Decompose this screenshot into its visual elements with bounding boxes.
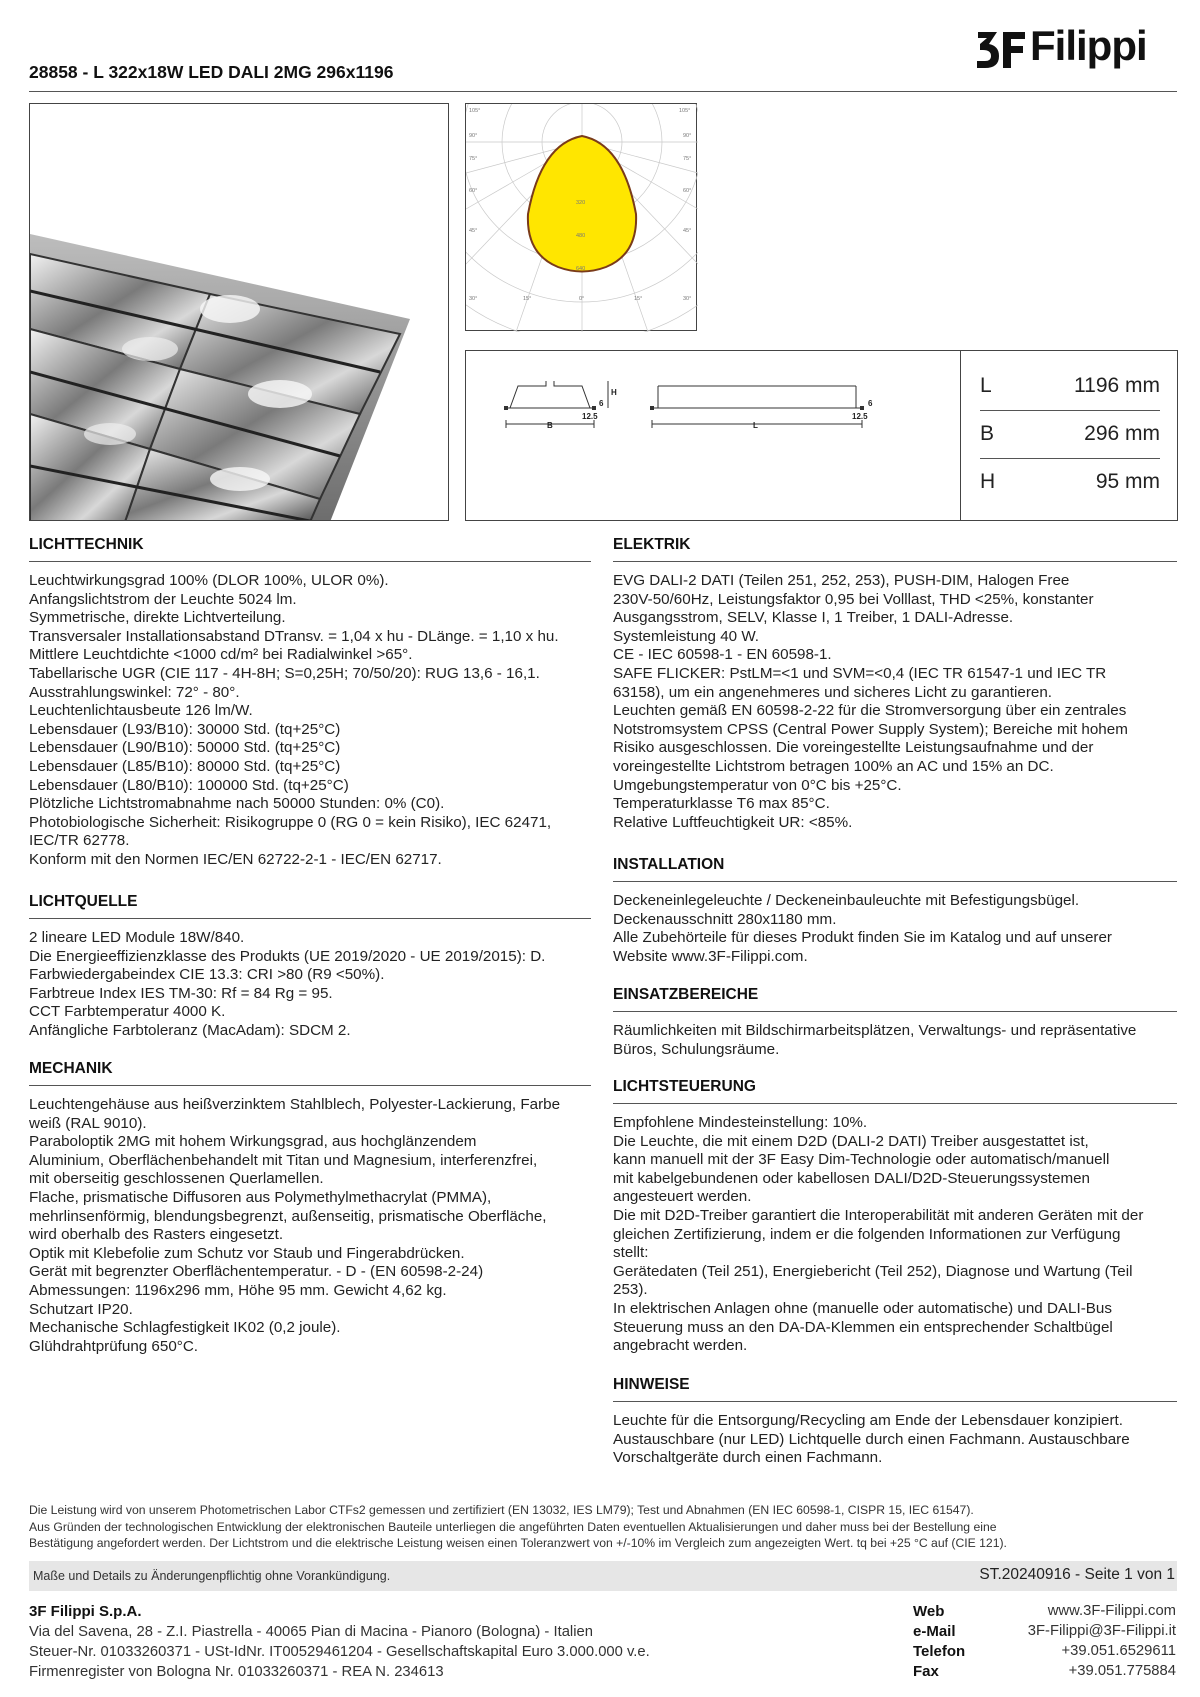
text-line: Optik mit Klebefolie zum Schutz vor Staub und Fingerabdrücken. — [29, 1244, 465, 1262]
text-line: CCT Farbtemperatur 4000 K. — [29, 1003, 226, 1021]
text-line: mit kabelgebundenen oder kabellosen DALI/D2D-Steuerungssystemen — [613, 1169, 1091, 1187]
contact-fax: +39.051.775884 — [1068, 1663, 1176, 1679]
text-line: SAFE FLICKER: PstLM=<1 und SVM=<0,4 (IEC TR 61547-1 und IEC TR — [613, 664, 1107, 682]
section-divider — [613, 561, 1177, 562]
text-line: Büros, Schulungsräume. — [613, 1040, 780, 1058]
text-line: Gerätedaten (Teil 251), Energiebericht (Teil 252), Diagnose und Wartung (Teil — [613, 1262, 1133, 1280]
section-title-lichttechnik: LICHTTECHNIK — [29, 536, 144, 553]
polar-angle-right-3: 60° — [683, 188, 692, 194]
dim-label-h: H — [611, 388, 617, 397]
text-line: Lebensdauer (L80/B10): 100000 Std. (tq+25°C) — [29, 776, 349, 794]
dimension-row-divider — [980, 410, 1160, 411]
section-divider — [29, 561, 591, 562]
polar-angle-left-4: 45° — [469, 228, 478, 234]
polar-angle-right-0: 105° — [679, 108, 691, 114]
dimension-row-length — [980, 374, 1160, 404]
dimension-row-divider — [980, 458, 1160, 459]
company-name: 3F Filippi S.p.A. — [29, 1603, 142, 1620]
dimension-value: 95 mm — [1095, 470, 1160, 493]
polar-angle-right-2: 75° — [683, 156, 692, 162]
section-body-mechanik — [29, 1096, 591, 1356]
text-line: Austauschbare (nur LED) Lichtquelle durch einen Fachmann. Austauschbare — [613, 1430, 1130, 1448]
disclaimer-text — [29, 1502, 1179, 1552]
polar-angle-left-1: 90° — [469, 133, 478, 139]
polar-angle-right-4: 45° — [683, 228, 692, 234]
text-line: IEC/TR 62778. — [29, 832, 130, 850]
text-line: Die Leuchte, die mit einem D2D (DALI-2 DATI) Treiber ausgestattet ist, — [613, 1132, 1089, 1150]
luminaire-illustration — [30, 104, 449, 521]
section-body-installation — [613, 892, 1177, 966]
text-line: Schutzart IP20. — [29, 1300, 133, 1318]
polar-angle-left-3: 60° — [469, 188, 478, 194]
dimension-key: H — [980, 470, 996, 493]
section-body-hinweise — [613, 1412, 1177, 1468]
text-line: Glühdrahtprüfung 650°C. — [29, 1337, 199, 1355]
section-title-lichtsteuerung: LICHTSTEUERUNG — [613, 1078, 756, 1095]
text-line: angesteuert werden. — [613, 1188, 752, 1206]
dim-label-small-d: 12.5 — [852, 412, 868, 421]
dimension-value: 1196 mm — [1074, 374, 1160, 397]
section-divider — [613, 1401, 1177, 1402]
text-line: Leuchtengehäuse aus heißverzinktem Stahlblech, Polyester-Lackierung, Farbe — [29, 1096, 561, 1113]
text-line: Bestätigung angefordert werden. Der Lichtstrom und die elektrische Leistung weisen einen Toleranzwert von +/-10% im Vergleich zum angezeigten Wert. tq bei +25 °C auf (CIE 121). — [29, 1536, 1007, 1550]
polar-angle-left-0: 105° — [469, 108, 481, 114]
dimension-divider — [960, 350, 961, 521]
text-line: kann manuell mit der 3F Easy Dim-Technologie oder automatisch/manuell — [613, 1151, 1110, 1169]
text-line: Farbwiedergabeindex CIE 13.3: CRI >80 (R9 <50%). — [29, 966, 385, 984]
company-address: Via del Savena, 28 - Z.I. Piastrella - 40065 Pian di Macina - Pianoro (Bologna) - Italien — [29, 1624, 593, 1640]
dimension-value: 296 mm — [1084, 422, 1160, 445]
page-info: ST.20240916 - Seite 1 von 1 — [979, 1566, 1175, 1583]
text-line: Temperaturklasse T6 max 85°C. — [613, 795, 830, 813]
section-divider — [613, 1011, 1177, 1012]
text-line: 253). — [613, 1281, 648, 1299]
text-line: EVG DALI-2 DATI (Teilen 251, 252, 253), PUSH-DIM, Halogen Free — [613, 572, 1070, 589]
section-title-mechanik: MECHANIK — [29, 1060, 113, 1077]
text-line: voreingestellte Lichtstrom betragen 100% an AC und 15% an DC. — [613, 757, 1054, 775]
section-divider — [29, 918, 591, 919]
title-divider — [29, 91, 1177, 92]
polar-angle-left-5: 30° — [469, 296, 478, 302]
section-body-elektrik — [613, 572, 1177, 832]
text-line: Deckeneinlegeleuchte / Deckeneinbauleuchte mit Befestigungsbügel. — [613, 892, 1080, 909]
page-title: 28858 - L 322x18W LED DALI 2MG 296x1196 — [29, 62, 394, 82]
dim-label-small-a: 6 — [599, 399, 604, 408]
section-body-lichtquelle — [29, 929, 591, 1041]
text-line: CE - IEC 60598-1 - EN 60598-1. — [613, 646, 832, 664]
polar-angle-bottom-2: 15° — [634, 296, 643, 302]
text-line: Mechanische Schlagfestigkeit IK02 (0,2 joule). — [29, 1319, 341, 1337]
contact-label-web: Web — [913, 1603, 945, 1620]
text-line: Leuchte für die Entsorgung/Recycling am Ende der Lebensdauer konzipiert. — [613, 1412, 1123, 1429]
dimension-key: L — [980, 374, 992, 397]
polar-angle-bottom-1: 0° — [579, 296, 585, 302]
polar-angle-bottom-0: 15° — [523, 296, 532, 302]
contact-email-link[interactable]: 3F-Filippi@3F-Filippi.it — [1027, 1623, 1176, 1639]
polar-angle-left-2: 75° — [469, 156, 478, 162]
text-line: mehrlinsenförmig, blendungsbegrenzt, außenseitig, prismatische Oberfläche, — [29, 1207, 547, 1225]
text-line: 230V-50/60Hz, Leistungsfaktor 0,95 bei Volllast, THD <25%, konstanter — [613, 590, 1094, 608]
text-line: Empfohlene Mindesteinstellung: 10%. — [613, 1114, 868, 1131]
text-line: 63158), um ein angenehmeres und sicheres Licht zu garantieren. — [613, 683, 1053, 701]
text-line: Symmetrische, direkte Lichtverteilung. — [29, 609, 286, 627]
dimension-drawing — [466, 351, 961, 522]
text-line: Notstromsystem CPSS (Central Power Supply System); Bereiche mit hohem — [613, 720, 1128, 738]
section-title-elektrik: ELEKTRIK — [613, 536, 691, 553]
text-line: Aluminium, Oberflächenbehandelt mit Titan und Magnesium, interferenzfrei, — [29, 1151, 538, 1169]
text-line: Umgebungstemperatur von 0°C bis +25°C. — [613, 776, 902, 794]
text-line: weiß (RAL 9010). — [29, 1114, 147, 1132]
text-line: Lebensdauer (L90/B10): 50000 Std. (tq+25°C) — [29, 739, 341, 757]
dimension-row-height — [980, 470, 1160, 500]
text-line: Deckenausschnitt 280x1180 mm. — [613, 910, 837, 928]
dim-label-b: B — [547, 421, 553, 430]
text-line: Flache, prismatische Diffusoren aus Polymethylmethacrylat (PMMA), — [29, 1188, 492, 1206]
text-line: Lebensdauer (L85/B10): 80000 Std. (tq+25°C) — [29, 757, 341, 775]
contact-web-link[interactable]: www.3F-Filippi.com — [1047, 1603, 1176, 1619]
text-line: Transversaler Installationsabstand DTransv. = 1,04 x hu - DLänge. = 1,10 x hu. — [29, 627, 559, 645]
contact-label-email: e-Mail — [913, 1623, 956, 1640]
text-line: Die mit D2D-Treiber garantiert die Interoperabilität mit anderen Geräten mit der — [613, 1206, 1144, 1224]
text-line: Leuchten gemäß EN 60598-2-22 für die Stromversorgung über ein zentrales — [613, 702, 1127, 720]
section-divider — [613, 1103, 1177, 1104]
text-line: Anfängliche Farbtoleranz (MacAdam): SDCM 2. — [29, 1021, 351, 1039]
brand-logo-mark — [975, 26, 1027, 70]
text-line: Lebensdauer (L93/B10): 30000 Std. (tq+25°C) — [29, 720, 341, 738]
polar-value-0: 320 — [576, 200, 586, 206]
text-line: Risiko ausgeschlossen. Die voreingestellte Leistungsaufnahme und der — [613, 739, 1094, 757]
text-line: Tabellarische UGR (CIE 117 - 4H-8H; S=0,25H; 70/50/20): RUG 13,6 - 16,1. — [29, 664, 540, 682]
section-title-hinweise: HINWEISE — [613, 1376, 690, 1393]
text-line: Mittlere Leuchtdichte <1000 cd/m² bei Radialwinkel >65°. — [29, 646, 413, 664]
brand-logo-text: Filippi — [1030, 22, 1147, 69]
text-line: Leuchtwirkungsgrad 100% (DLOR 100%, ULOR 0%). — [29, 572, 389, 589]
section-title-installation: INSTALLATION — [613, 856, 725, 873]
dim-label-small-b: 12.5 — [582, 412, 598, 421]
text-line: Gerät mit begrenzter Oberflächentemperatur. - D - (EN 60598-2-24) — [29, 1263, 484, 1281]
section-divider — [613, 881, 1177, 882]
text-line: Relative Luftfeuchtigkeit UR: <85%. — [613, 813, 853, 831]
dim-label-small-c: 6 — [868, 399, 873, 408]
text-line: angebracht werden. — [613, 1337, 748, 1355]
text-line: Plötzliche Lichtstromabnahme nach 50000 Stunden: 0% (C0). — [29, 795, 445, 813]
section-body-lichtsteuerung — [613, 1114, 1177, 1356]
text-line: Leuchtenlichtausbeute 126 lm/W. — [29, 702, 253, 720]
text-line: Farbtreue Index IES TM-30: Rf = 84 Rg = 95. — [29, 984, 333, 1002]
company-tax-info: Steuer-Nr. 01033260371 - USt-IdNr. IT00529461204 - Gesellschaftskapital Euro 3.000.000 v.e. — [29, 1644, 650, 1660]
change-notice: Maße und Details zu Änderungenpflichtig ohne Vorankündigung. — [33, 1569, 391, 1583]
section-body-einsatzbereiche — [613, 1022, 1177, 1059]
contact-label-phone: Telefon — [913, 1643, 966, 1660]
text-line: Konform mit den Normen IEC/EN 62722-2-1 - IEC/EN 62717. — [29, 850, 442, 868]
text-line: Photobiologische Sicherheit: Risikogruppe 0 (RG 0 = kein Risiko), IEC 62471, — [29, 813, 552, 831]
section-title-lichtquelle: LICHTQUELLE — [29, 893, 138, 910]
section-divider — [29, 1085, 591, 1086]
polar-angle-right-5: 30° — [683, 296, 692, 302]
polar-angle-right-1: 90° — [683, 133, 692, 139]
company-register: Firmenregister von Bologna Nr. 01033260371 - REA N. 234613 — [29, 1664, 444, 1680]
text-line: Räumlichkeiten mit Bildschirmarbeitsplätzen, Verwaltungs- und repräsentative — [613, 1022, 1137, 1039]
polar-value-2: 640 — [576, 266, 586, 272]
polar-light-distribution-diagram — [465, 103, 697, 331]
text-line: mit oberseitig geschlossenen Querlamellen. — [29, 1170, 324, 1188]
text-line: wird oberhalb des Rasters eingesetzt. — [29, 1226, 284, 1244]
text-line: stellt: — [613, 1244, 649, 1262]
text-line: 2 lineare LED Module 18W/840. — [29, 929, 245, 946]
text-line: Die Leistung wird von unserem Photometrischen Labor CTFs2 gemessen und zertifiziert (EN 13032, IES LM79); Test und Abnahmen (EN IEC 60598-1, CISPR 15, IEC 61547). — [29, 1503, 974, 1517]
text-line: Steuerung muss an den DA-DA-Klemmen ein entsprechender Schaltbügel — [613, 1318, 1113, 1336]
dimension-row-width — [980, 422, 1160, 452]
polar-value-1: 480 — [576, 233, 586, 239]
text-line: In elektrischen Anlagen ohne (manuelle oder automatische) und DALI-Bus — [613, 1299, 1112, 1317]
section-body-lichttechnik — [29, 572, 591, 870]
text-line: Alle Zubehörteile für dieses Produkt finden Sie im Katalog und auf unserer — [613, 929, 1112, 947]
text-line: Anfangslichtstrom der Leuchte 5024 lm. — [29, 590, 297, 608]
text-line: Aus Gründen der technologischen Entwicklung der elektronischen Bauteile unterliegen die angeführten Daten eventuellen Aktualisierungen und daher muss bei der Bestellung eine — [29, 1519, 997, 1534]
contact-label-fax: Fax — [913, 1663, 939, 1680]
product-photo — [29, 103, 449, 521]
text-line: Website www.3F-Filippi.com. — [613, 947, 808, 965]
text-line: Vorschaltgeräte durch einen Fachmann. — [613, 1449, 883, 1467]
text-line: gleichen Zertifizierung, indem er die folgenden Informationen zur Verfügung — [613, 1225, 1121, 1243]
text-line: Ausstrahlungswinkel: 72° - 80°. — [29, 683, 240, 701]
text-line: Paraboloptik 2MG mit hohem Wirkungsgrad, aus hochglänzendem — [29, 1133, 477, 1151]
contact-phone: +39.051.6529611 — [1061, 1643, 1176, 1659]
text-line: Ausgangsstrom, SELV, Klasse I, 1 Treiber, 1 DALI-Adresse. — [613, 609, 1014, 627]
text-line: Die Energieeffizienzklasse des Produkts (UE 2019/2020 - UE 2019/2015): D. — [29, 947, 546, 965]
text-line: Systemleistung 40 W. — [613, 627, 760, 645]
section-title-einsatzbereiche: EINSATZBEREICHE — [613, 986, 759, 1003]
dim-label-l: L — [753, 421, 758, 430]
dimension-key: B — [980, 422, 995, 445]
text-line: Abmessungen: 1196x296 mm, Höhe 95 mm. Gewicht 4,62 kg. — [29, 1281, 447, 1299]
